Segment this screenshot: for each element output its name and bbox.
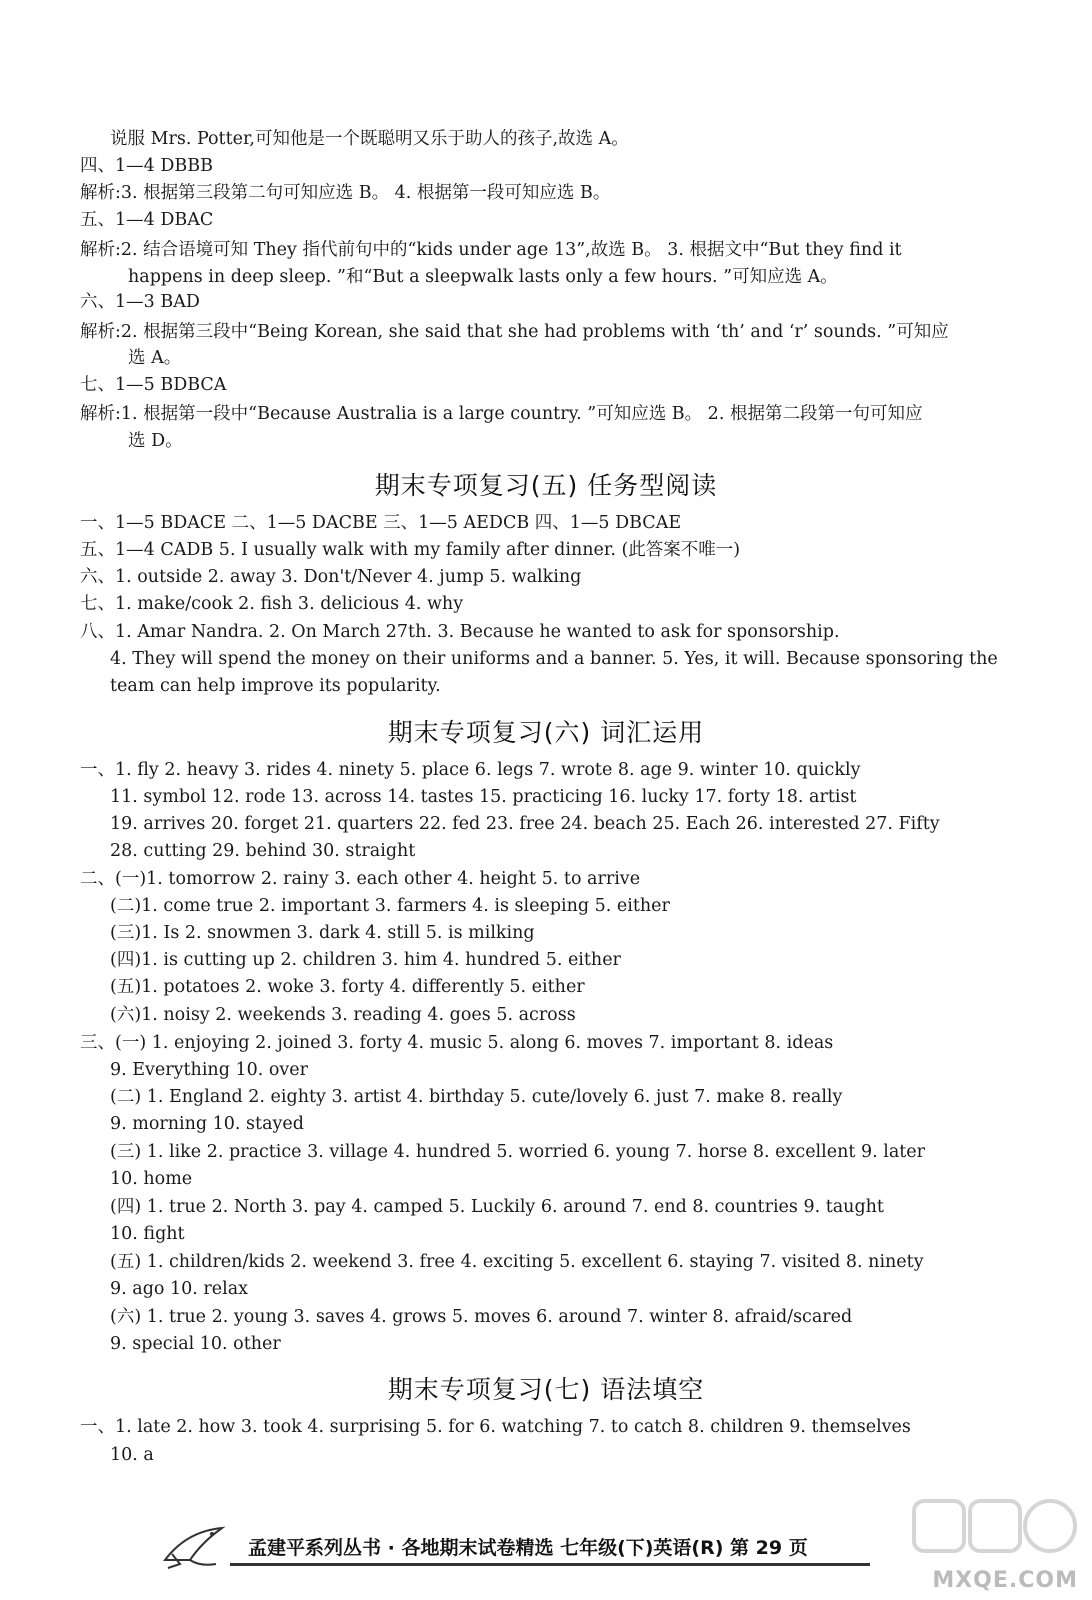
answer-line: 10. a <box>110 1445 154 1465</box>
answer-line: 28. cutting 29. behind 30. straight <box>110 841 416 861</box>
explanation-line: 解析:2. 结合语境可知 They 指代前句中的“kids under age 13”,故选 B。 3. 根据文中“But they find it <box>80 240 902 260</box>
answer-line: 19. arrives 20. forget 21. quarters 22. fed 23. free 24. beach 25. Each 26. interested 27. Fifty <box>110 814 940 834</box>
text-line: happens in deep sleep. ”和“But a sleepwalk lasts only a few hours. ”可知应选 A。 <box>128 267 838 287</box>
answer-line: 10. fight <box>110 1224 185 1244</box>
answer-line: 10. home <box>110 1169 193 1189</box>
answer-line: (三) 1. like 2. practice 3. village 4. hundred 5. worried 6. young 7. horse 8. excellent 9. later <box>110 1142 926 1162</box>
answer-line: (三)1. Is 2. snowmen 3. dark 4. still 5. is milking <box>110 923 535 943</box>
answer-line: 三、(一) 1. enjoying 2. joined 3. forty 4. music 5. along 6. moves 7. important 8. ideas <box>80 1033 834 1053</box>
section-title: 期末专项复习(五) 任务型阅读 <box>374 471 718 500</box>
answer-line: 一、1. late 2. how 3. took 4. surprising 5. for 6. watching 7. to catch 8. children 9. themselves <box>80 1417 911 1437</box>
answer-line: team can help improve its popularity. <box>110 676 441 696</box>
explanation-line: 解析:3. 根据第三段第二句可知应选 B。 4. 根据第一段可知应选 B。 <box>80 183 611 203</box>
answer-line: (五) 1. children/kids 2. weekend 3. free 4. exciting 5. excellent 6. staying 7. visited 8. ninety <box>110 1252 924 1272</box>
answer-line: 9. Everything 10. over <box>110 1060 309 1080</box>
bird-icon <box>160 1520 230 1575</box>
answer-line: 9. special 10. other <box>110 1334 281 1354</box>
answer-line: (二) 1. England 2. eighty 3. artist 4. birthday 5. cute/lovely 6. just 7. make 8. really <box>110 1087 843 1107</box>
answer-line: 一、1—5 BDACE 二、1—5 DACBE 三、1—5 AEDCB 四、1—5 DBCAE <box>80 513 682 533</box>
footer-text: 孟建平系列丛书 · 各地期末试卷精选 七年级(下)英语(R) 第 29 页 <box>248 1537 808 1559</box>
answer-line: (六) 1. true 2. young 3. saves 4. grows 5. moves 6. around 7. winter 8. afraid/scared <box>110 1307 853 1327</box>
answer-line: (六)1. noisy 2. weekends 3. reading 4. goes 5. across <box>110 1005 576 1025</box>
explanation-line: 解析:2. 根据第三段中“Being Korean, she said that she had problems with ‘th’ and ‘r’ sounds. ”可知应 <box>80 322 949 342</box>
answer-line: 六、1—3 BAD <box>80 292 200 312</box>
answer-line: 9. ago 10. relax <box>110 1279 249 1299</box>
answer-line: 二、(一)1. tomorrow 2. rainy 3. each other 4. height 5. to arrive <box>80 869 641 889</box>
answer-line: 一、1. fly 2. heavy 3. rides 4. ninety 5. place 6. legs 7. wrote 8. age 9. winter 10. quickly <box>80 760 861 780</box>
answer-line: 七、1—5 BDBCA <box>80 375 227 395</box>
watermark-text: MXQE.COM <box>932 1568 1078 1593</box>
answer-line: (四) 1. true 2. North 3. pay 4. camped 5. Luckily 6. around 7. end 8. countries 9. taught <box>110 1197 884 1217</box>
section-title: 期末专项复习(六) 词汇运用 <box>387 718 705 747</box>
answer-line: 八、1. Amar Nandra. 2. On March 27th. 3. Because he wanted to ask for sponsorship. <box>80 622 840 642</box>
answer-line: 五、1—4 CADB 5. I usually walk with my family after dinner. (此答案不唯一) <box>80 540 741 560</box>
answer-line: 11. symbol 12. rode 13. across 14. tastes 15. practicing 16. lucky 17. forty 18. artist <box>110 787 857 807</box>
answer-line: 五、1—4 DBAC <box>80 210 214 230</box>
text-line: 选 D。 <box>128 431 183 451</box>
text-line: 说服 Mrs. Potter,可知他是一个既聪明又乐于助人的孩子,故选 A。 <box>110 129 629 149</box>
answer-line: 七、1. make/cook 2. fish 3. delicious 4. why <box>80 594 464 614</box>
answer-line: 4. They will spend the money on their uniforms and a banner. 5. Yes, it will. Because sponsoring the <box>110 649 998 669</box>
answer-watermark-icon <box>910 1495 1080 1565</box>
answer-line: 四、1—4 DBBB <box>80 156 213 176</box>
answer-line: 9. morning 10. stayed <box>110 1114 304 1134</box>
answer-line: 六、1. outside 2. away 3. Don't/Never 4. jump 5. walking <box>80 567 582 587</box>
answer-line: (二)1. come true 2. important 3. farmers 4. is sleeping 5. either <box>110 896 670 916</box>
explanation-line: 解析:1. 根据第一段中“Because Australia is a large country. ”可知应选 B。 2. 根据第二段第一句可知应 <box>80 404 923 424</box>
answer-line: (四)1. is cutting up 2. children 3. him 4. hundred 5. either <box>110 950 621 970</box>
answer-line: (五)1. potatoes 2. woke 3. forty 4. differently 5. either <box>110 977 585 997</box>
footer-divider <box>230 1563 870 1566</box>
text-line: 选 A。 <box>128 348 182 368</box>
section-title: 期末专项复习(七) 语法填空 <box>387 1375 705 1404</box>
